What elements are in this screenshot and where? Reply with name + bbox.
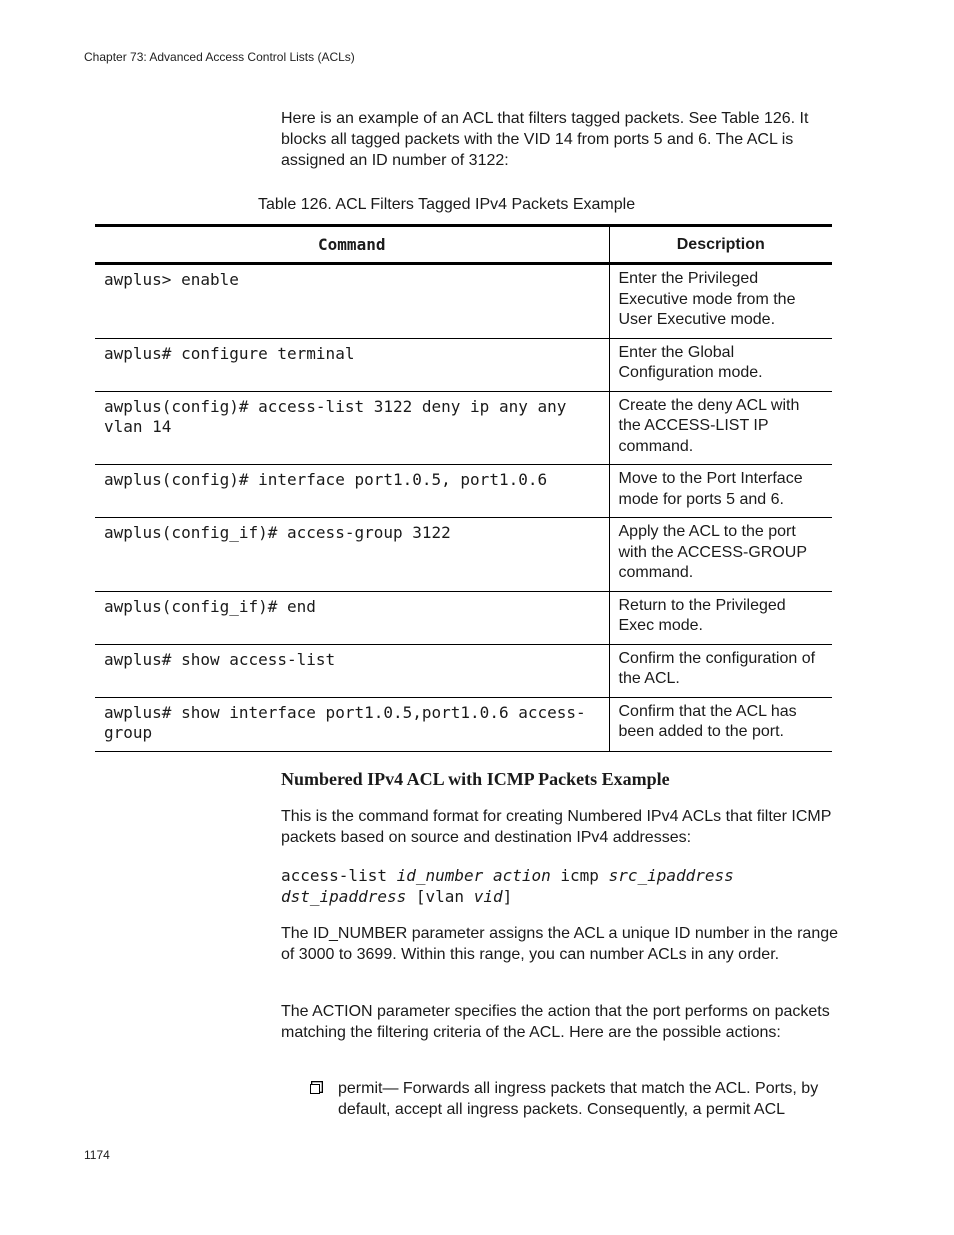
section-paragraph-format: This is the command format for creating Numbered IPv4 ACLs that filter ICMP packets based on source and destination IPv4 addresses: <box>281 808 832 846</box>
intro-paragraph: Here is an example of an ACL that filters tagged packets. See Table 126. It blocks all tagged packets with the VID 14 from ports 5 and 6. The ACL is assigned an ID number of 3122: <box>281 110 809 169</box>
table-row <box>95 518 832 592</box>
table-row <box>95 591 832 644</box>
description-column-header: Description <box>609 226 832 264</box>
table-row <box>95 697 832 751</box>
command-cell: awplus# show access-list <box>95 644 609 697</box>
description-cell: Enter the Global Configuration mode. <box>609 338 832 391</box>
command-syntax <box>281 865 841 907</box>
table-row <box>95 644 832 697</box>
description-cell: Move to the Port Interface mode for ports 5 and 6. <box>609 465 832 518</box>
section-paragraph-id-number: The ID_NUMBER parameter assigns the ACL a unique ID number in the range of 3000 to 3699. Within this range, you can number ACLs in any order. <box>281 925 839 963</box>
syntax-keyword: icmp <box>560 866 599 885</box>
table-caption: Table 126. ACL Filters Tagged IPv4 Packets Example <box>258 196 636 213</box>
command-cell: awplus> enable <box>95 264 609 339</box>
syntax-bracket: ] <box>502 887 513 906</box>
description-cell: Return to the Privileged Exec mode. <box>609 591 832 644</box>
syntax-keyword: access-list <box>281 866 387 885</box>
command-cell: awplus# show interface port1.0.5,port1.0.6 access-group <box>95 697 609 751</box>
command-cell: awplus# configure terminal <box>95 338 609 391</box>
command-column-header: Command <box>95 226 609 264</box>
section-paragraph-action: The ACTION parameter specifies the action that the port performs on packets matching the filtering criteria of the ACL. Here are the possible actions: <box>281 1003 830 1041</box>
table-row <box>95 338 832 391</box>
syntax-param: action <box>492 866 551 885</box>
syntax-keyword: [vlan <box>415 887 465 906</box>
table-row <box>95 391 832 465</box>
description-cell: Create the deny ACL with the ACCESS-LIST IP command. <box>609 391 832 465</box>
syntax-param: id_number <box>396 866 484 885</box>
command-cell: awplus(config)# access-list 3122 deny ip any any vlan 14 <box>95 391 609 465</box>
syntax-param: src_ipaddress <box>608 866 734 885</box>
page-number: 1174 <box>84 1148 110 1162</box>
syntax-param: dst_ipaddress <box>281 887 407 906</box>
description-cell: Confirm that the ACL has been added to the port. <box>609 697 832 751</box>
description-cell: Apply the ACL to the port with the ACCESS-GROUP command. <box>609 518 832 592</box>
list-item-text: permit— Forwards all ingress packets that match the ACL. Ports, by default, accept all ingress packets. Consequently, a permit ACL <box>338 1080 819 1118</box>
section-heading: Numbered IPv4 ACL with ICMP Packets Example <box>281 769 670 789</box>
description-cell: Confirm the configuration of the ACL. <box>609 644 832 697</box>
description-cell: Enter the Privileged Executive mode from the User Executive mode. <box>609 264 832 339</box>
table-row <box>95 264 832 339</box>
checkbox-bullet-icon <box>310 1084 320 1094</box>
command-cell: awplus(config)# interface port1.0.5, port1.0.6 <box>95 465 609 518</box>
syntax-param: vid <box>473 887 503 906</box>
command-table <box>95 224 832 752</box>
table-row <box>95 465 832 518</box>
command-cell: awplus(config_if)# access-group 3122 <box>95 518 609 592</box>
table-header-row <box>95 226 832 264</box>
command-cell: awplus(config_if)# end <box>95 591 609 644</box>
running-header: Chapter 73: Advanced Access Control Lists (ACLs) <box>84 50 355 64</box>
